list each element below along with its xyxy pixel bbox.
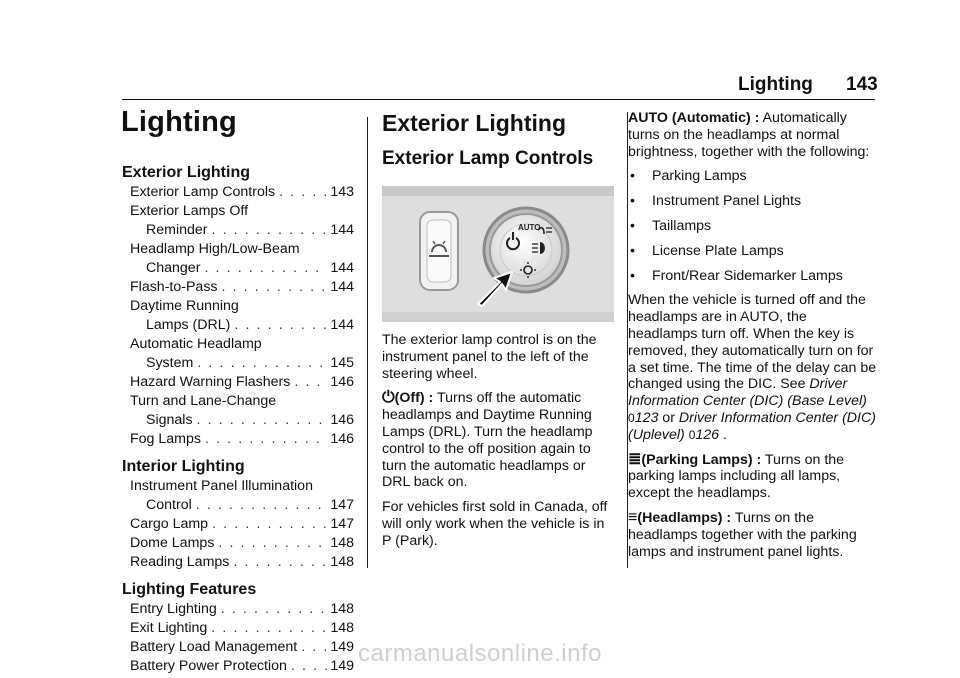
toc-leader-dots [204,259,327,278]
toc-entry-label: Flash-to-Pass [130,279,218,295]
toc-entry[interactable] [122,297,354,335]
toc-entry-page: 146 [330,374,354,390]
toc-leader-dots [212,221,328,240]
footer-watermark: carmanualsonline.info [358,640,602,667]
toc-entry[interactable] [122,515,354,534]
auto-term: AUTO (Automatic) : [628,110,760,126]
toc-leader-dots [196,496,328,515]
toc-leader-dots [205,430,327,449]
toc-entry-label: Dome Lamps [130,535,215,551]
middle-body [382,332,614,558]
page-number: 143 [846,74,878,95]
toc-entry[interactable] [122,202,354,240]
column-divider-left [367,117,368,568]
toc-entry-label: Battery Power Protection [130,658,287,674]
xref-arrow-icon: 0 [688,427,696,442]
toc-leader-dots [294,373,327,392]
toc-entry[interactable] [122,600,354,619]
intro-paragraph: The exterior lamp control is on the instrument panel to the left of the steering wheel. [382,332,597,382]
headlamp-text: Turns on the headlamps together with the parking lamps and instrument panel lights. [628,509,857,560]
toc-leader-dots [221,600,328,619]
canada-paragraph: For vehicles first sold in Canada, off will only work when the vehicle is in P (Park). [382,499,608,549]
toc-entry[interactable] [122,553,354,572]
toc-entry-page: 149 [330,639,354,655]
toc-entry-label: Entry Lighting [130,601,217,617]
toc-entry[interactable] [122,392,354,430]
toc-entry-label: Control [146,497,192,513]
subsection-heading: Exterior Lamp Controls [382,148,594,169]
toc-entry-page: 147 [330,516,354,532]
parking-lamps-icon: ≣ [628,450,642,468]
bullet-text: Taillamps [652,217,712,234]
toc-entry-label: Exterior Lamps Off [130,203,249,219]
chapter-title: Lighting [121,106,237,138]
xref-page-126[interactable]: 126 [695,426,720,443]
bullet-text: License Plate Lamps [652,242,784,259]
toc-section-title: Exterior Lighting [122,164,250,181]
parking-term: (Parking Lamps) : [641,451,762,468]
toc-section-title: Interior Lighting [122,458,245,475]
toc-entry[interactable] [122,619,354,638]
toc-entry-label: Lamps (DRL) [146,317,231,333]
bullet-text: Parking Lamps [652,168,747,185]
delay-text: When the vehicle is turned off and the headlamps are in AUTO, the headlamps turn off. When the key is removed, they automatically turn on for a set time. The time of the delay can be changed using the DIC. See [628,292,877,393]
bullet-marker: • [630,193,635,210]
parking-paragraph [628,452,878,502]
bullet-marker: • [630,168,635,185]
lamp-control-illustration [382,186,614,322]
toc-leader-dots [212,515,327,534]
toc-leader-dots [211,619,327,638]
headlamps-icon: ≡ [628,508,638,526]
bullet-item [628,193,878,210]
bullet-item [628,243,878,260]
toc-entry[interactable] [122,534,354,553]
table-of-contents [122,164,354,676]
toc-entry-label: Headlamp High/Low-Beam [130,241,300,257]
xref-or: or [658,409,679,426]
toc-entry-label: Turn and Lane-Change [130,393,277,409]
toc-entry-page: 144 [330,260,354,276]
auto-paragraph [628,110,878,160]
header-rule [122,99,875,100]
toc-entry-page: 148 [330,601,354,617]
toc-entry[interactable] [122,335,354,373]
toc-entry-label: Fog Lamps [130,431,201,447]
toc-leader-dots [218,534,327,553]
toc-entry-label: Exterior Lamp Controls [130,184,276,200]
auto-bullet-list [628,168,878,284]
toc-entry-page: 143 [330,184,354,200]
bullet-text: Front/Rear Sidemarker Lamps [652,267,843,284]
bullet-item [628,218,878,235]
toc-entry-page: 144 [330,279,354,295]
toc-entry[interactable] [122,278,354,297]
bullet-item [628,168,878,185]
bullet-text: Instrument Panel Lights [652,193,802,210]
right-body [628,110,878,568]
toc-leader-dots [222,278,328,297]
toc-entry-label: Battery Load Management [130,639,298,655]
toc-leader-dots [233,553,327,572]
bullet-item [628,268,878,285]
toc-leader-dots [279,183,327,202]
power-off-icon: ⏻ [382,389,395,407]
toc-entry-page: 144 [330,317,354,333]
toc-entry-page: 148 [330,620,354,636]
bullet-marker: • [630,217,635,234]
toc-entry-page: 149 [330,658,354,674]
headlamp-paragraph [628,510,878,560]
lamp-control-photo [382,186,614,322]
auto-text: Automatically turns on the headlamps at normal brightness, together with the following: [628,110,870,160]
toc-entry-label: Exit Lighting [130,620,208,636]
toc-entry-label: Automatic Headlamp [130,336,262,352]
toc-entry[interactable] [122,183,354,202]
headlamp-term: (Headlamps) : [637,509,732,526]
xref-page-123[interactable]: 123 [634,409,659,426]
off-paragraph [382,390,614,491]
toc-leader-dots [197,411,328,430]
bullet-marker: • [630,267,635,284]
toc-entry-label: System [146,355,194,371]
toc-entry-label: Reading Lamps [130,554,230,570]
section-heading: Exterior Lighting [382,110,566,136]
toc-entry-label: Reminder [146,222,208,238]
toc-entry-page: 147 [330,497,354,513]
toc-leader-dots [197,354,327,373]
parking-text: Turns on the parking lamps including all lamps, except the headlamps. [628,451,845,502]
xref-end: . [719,426,727,443]
bullet-marker: • [630,242,635,259]
toc-entry-page: 144 [330,222,354,238]
toc-entry-label: Signals [146,412,193,428]
toc-entry-page: 148 [330,535,354,551]
delay-paragraph [628,292,878,443]
toc-leader-dots [234,316,327,335]
xref-arrow-icon: 0 [628,410,635,425]
knob-auto-label: AUTO [518,223,541,232]
xref-dic-base[interactable]: Driver Information Center (DIC) (Base Level) [628,376,867,410]
toc-entry-page: 148 [330,554,354,570]
toc-entry[interactable] [122,430,354,449]
toc-entry[interactable] [122,477,354,515]
toc-entry-page: 146 [330,412,354,428]
off-term: (Off) : [394,390,434,407]
toc-entry-label: Daytime Running [130,298,239,314]
off-text: Turns off the automatic headlamps and Daytime Running Lamps (DRL). Turn the headlamp control to the off position again to turn the automatic headlamps or DRL back on. [382,390,593,491]
running-header-section: Lighting [738,74,813,95]
toc-entry-label: Changer [146,260,201,276]
toc-entry-label: Hazard Warning Flashers [130,374,291,390]
toc-entry-page: 145 [330,355,354,371]
toc-section-title: Lighting Features [122,581,257,598]
toc-entry[interactable] [122,373,354,392]
toc-entry[interactable] [122,240,354,278]
xref-dic-uplevel[interactable]: Driver Information Center (DIC) (Uplevel) [628,409,876,443]
toc-entry-page: 146 [330,431,354,447]
toc-entry-label: Instrument Panel Illumination [130,478,313,494]
toc-entry-label: Cargo Lamp [130,516,209,532]
